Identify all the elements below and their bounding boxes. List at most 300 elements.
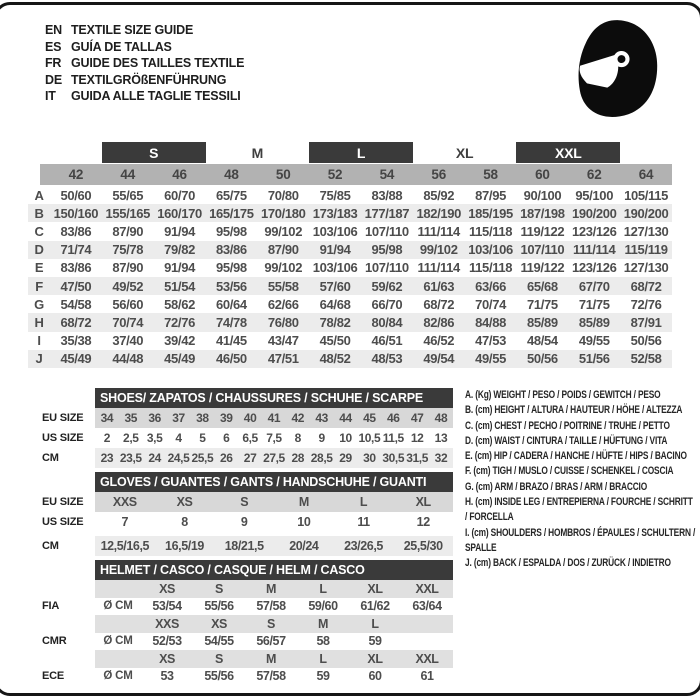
table-cell: 71/75 [578, 296, 610, 312]
table-cell: 99/102 [264, 260, 303, 276]
table-cell: 160/170 [157, 205, 202, 221]
language-title: TEXTILE SIZE GUIDE [71, 23, 194, 38]
helmet-size-cell: XXL [415, 581, 439, 596]
table-cell: 61/63 [423, 278, 455, 294]
table-cell: 99/102 [264, 223, 303, 239]
shoe-size-cell: 23,5 [119, 451, 142, 465]
row-cells [95, 615, 453, 633]
table-cell: 84/88 [475, 314, 506, 330]
row-cells [95, 492, 453, 512]
table-cell: 56/60 [112, 296, 144, 312]
table-cell: 49/55 [578, 333, 610, 349]
table-cell: 51/54 [164, 278, 195, 294]
language-title: GUÍA DE TALLAS [71, 39, 172, 54]
table-cell: 49/52 [112, 278, 144, 294]
table-cell: 187/198 [520, 205, 565, 221]
table-row [42, 536, 453, 556]
helmet-size-cell: XL [367, 651, 383, 666]
helmet-size-cell: 59 [316, 669, 330, 684]
helmet-icon-svg [568, 16, 663, 122]
table-row-i [28, 332, 672, 350]
shoe-size-cell: 27 [243, 451, 257, 465]
table-cell: 107/110 [364, 260, 409, 276]
table-cell: 44/48 [112, 351, 144, 367]
helmet-size-label-row [42, 615, 453, 633]
helmet-size-cell: L [319, 581, 327, 596]
legend-item: D. (cm) WAIST / CINTURA / TAILLE / HÜFTUNG / VITA [465, 434, 668, 447]
shoe-size-cell: 10,5 [358, 431, 381, 445]
table-cell: 95/98 [371, 242, 403, 258]
shoe-size-cell: 48 [434, 411, 448, 425]
shoe-size-cell: 5 [199, 431, 206, 445]
table-cell: 70/74 [112, 314, 144, 330]
table-cell: 107/110 [520, 242, 565, 258]
shoe-size-cell: 45 [363, 411, 376, 425]
language-code: IT [45, 89, 56, 104]
shoe-size-cell: 39 [219, 411, 233, 425]
glove-size-cell: 20/24 [289, 539, 319, 553]
size-group-m: M [251, 144, 264, 161]
language-row [45, 22, 244, 39]
helmet-size-cell: M [265, 651, 276, 666]
table-cell: 71/74 [60, 242, 92, 258]
shoe-size-cell: 24 [148, 451, 161, 465]
table-cell: 103/106 [312, 260, 358, 276]
row-letter: B [34, 205, 44, 221]
language-title: GUIDA ALLE TAGLIE TESSILI [71, 89, 241, 104]
table-cell: 111/114 [573, 242, 616, 258]
table-cell: 59/62 [371, 278, 403, 294]
language-row [45, 72, 244, 89]
glove-size-cell: M [298, 495, 309, 509]
row-letter: H [34, 314, 44, 330]
size-number: 56 [431, 167, 447, 182]
shoe-size-cell: 42 [291, 411, 305, 425]
table-row-g [28, 295, 672, 313]
table-cell: 62/66 [267, 296, 299, 312]
table-cell: 87/95 [475, 187, 506, 203]
helmet-size-cell: 59/60 [308, 599, 338, 614]
table-cell: 78/82 [319, 314, 351, 330]
table-row [42, 492, 453, 512]
glove-size-cell: 9 [240, 515, 248, 529]
table-cell: 115/118 [469, 260, 513, 276]
size-number: 42 [68, 167, 84, 182]
table-cell: 68/72 [423, 296, 455, 312]
helmet-size-cell: 55/56 [204, 599, 234, 614]
table-cell: 119/122 [520, 223, 565, 239]
row-label: ECE [42, 670, 65, 683]
table-cell: 53/56 [216, 278, 247, 294]
size-number: 64 [638, 167, 654, 182]
row-label: CM [42, 540, 59, 552]
language-code: FR [45, 56, 62, 71]
row-cells [95, 536, 453, 556]
table-cell: 51/56 [578, 351, 610, 367]
table-cell: 70/74 [475, 296, 506, 312]
legend-item: F. (cm) TIGH / MUSLO / CUISSE / SCHENKEL / COSCIA [465, 465, 674, 478]
row-cells [95, 650, 453, 668]
helmet-size-cell: XS [159, 651, 175, 666]
language-row [45, 55, 244, 72]
shoe-size-cell: 8 [294, 431, 301, 445]
size-number: 52 [327, 167, 343, 182]
table-cell: 46/52 [423, 333, 455, 349]
helmet-size-cell: 54/55 [204, 634, 234, 649]
table-cell: 123/126 [571, 223, 617, 239]
shoe-size-cell: 41 [267, 411, 281, 425]
table-cell: 74/78 [216, 314, 247, 330]
legend-item: I. (cm) SHOULDERS / HOMBROS / ÉPAULES / SCHULTERN / SPALLE [465, 526, 696, 554]
table-cell: 115/118 [469, 223, 513, 239]
helmet-table-title: HELMET / CASCO / CASQUE / HELM / CASCO [95, 560, 453, 580]
table-row [42, 408, 453, 428]
table-cell: 185/195 [468, 205, 513, 221]
table-cell: 57/60 [319, 278, 351, 294]
table-cell: 45/49 [60, 351, 92, 367]
table-cell: 72/76 [164, 314, 195, 330]
measurement-legend [465, 388, 697, 572]
row-cells [95, 448, 453, 468]
legend-item: A. (Kg) WEIGHT / PESO / POIDS / GEWITCH / PESO [465, 389, 661, 401]
helmet-size-cell: 57/58 [256, 599, 286, 614]
table-cell: 95/98 [216, 260, 247, 276]
language-code: ES [45, 39, 62, 54]
row-letter: J [35, 351, 43, 367]
table-cell: 87/90 [112, 260, 144, 276]
helmet-size-cell: XXS [155, 616, 179, 631]
glove-size-cell: 8 [181, 515, 188, 529]
table-cell: 45/49 [164, 351, 195, 367]
table-cell: 47/53 [475, 333, 506, 349]
table-cell: 43/47 [267, 333, 299, 349]
row-letter: E [34, 260, 44, 276]
table-cell: 105/115 [624, 187, 668, 203]
row-label: EU SIZE [42, 412, 84, 424]
helmet-ece-row [42, 668, 453, 686]
table-cell: 39/42 [164, 333, 195, 349]
table-cell: 75/78 [112, 242, 144, 258]
helmet-size-cell: 53 [160, 669, 174, 684]
table-row-e [28, 259, 672, 277]
table-cell: 71/75 [527, 296, 558, 312]
table-cell: 91/94 [164, 260, 195, 276]
table-cell: 65/75 [216, 187, 247, 203]
shoe-size-cell: 43 [315, 411, 328, 425]
table-row-j [28, 350, 672, 368]
helmet-size-cell: S [267, 616, 275, 631]
table-cell: 50/56 [630, 333, 662, 349]
glove-size-cell: 7 [121, 515, 129, 529]
table-cell: 82/86 [423, 314, 455, 330]
helmet-size-cell: 61 [420, 669, 434, 684]
shoe-size-cell: 28,5 [310, 451, 333, 465]
row-label: US SIZE [42, 432, 84, 444]
diameter-unit-label: Ø CM [103, 670, 133, 683]
size-number: 44 [120, 167, 136, 182]
table-cell: 91/94 [164, 223, 195, 239]
table-cell: 83/86 [60, 260, 92, 276]
row-label: CMR [42, 635, 67, 648]
helmet-size-table [42, 560, 453, 685]
table-cell: 67/70 [578, 278, 610, 294]
table-cell: 150/160 [53, 205, 99, 221]
table-cell: 58/62 [164, 296, 195, 312]
table-cell: 49/54 [423, 351, 455, 367]
shoe-size-cell: 13 [434, 431, 448, 445]
helmet-size-label-row [42, 650, 453, 668]
table-cell: 47/51 [267, 351, 299, 367]
shoe-size-cell: 6 [223, 431, 230, 445]
language-code: DE [45, 72, 62, 87]
gloves-table-title: GLOVES / GUANTES / GANTS / HANDSCHUHE / GUANTI [95, 472, 453, 492]
shoe-size-cell: 4 [175, 431, 182, 445]
helmet-size-cell: S [215, 581, 223, 596]
table-cell: 190/200 [571, 205, 617, 221]
table-cell: 165/175 [209, 205, 254, 221]
table-cell: 85/89 [527, 314, 558, 330]
row-letter: G [34, 296, 44, 312]
helmet-size-cell: 55/56 [204, 669, 234, 684]
row-cells [95, 428, 453, 448]
table-cell: 68/72 [60, 314, 92, 330]
shoe-size-cell: 25,5 [191, 451, 214, 465]
gloves-size-table [42, 472, 453, 556]
helmet-size-cell: 60 [368, 669, 382, 684]
glove-size-cell: 18/21,5 [224, 539, 264, 553]
table-cell: 127/130 [623, 223, 669, 239]
helmet-fia-row [42, 598, 453, 616]
row-label: US SIZE [42, 516, 84, 528]
helmet-size-cell: XXL [415, 651, 439, 666]
shoe-size-cell: 30,5 [382, 451, 405, 465]
shoe-size-cell: 7,5 [266, 431, 282, 445]
table-cell: 90/100 [523, 187, 562, 203]
size-number: 58 [483, 167, 498, 182]
helmet-size-cell: 57/58 [256, 669, 286, 684]
shoe-size-cell: 12 [410, 431, 424, 445]
row-letter: C [34, 223, 44, 239]
table-cell: 50/56 [527, 351, 558, 367]
helmet-size-cell: L [371, 616, 379, 631]
table-cell: 48/53 [371, 351, 403, 367]
shoes-table-title: SHOES/ ZAPATOS / CHAUSSURES / SCHUHE / SCARPE [95, 388, 453, 408]
table-cell: 50/60 [60, 187, 92, 203]
shoe-size-cell: 2 [103, 431, 111, 445]
shoe-size-cell: 2,5 [123, 431, 139, 445]
row-label: EU SIZE [42, 496, 84, 508]
table-cell: 55/65 [112, 187, 144, 203]
table-cell: 83/86 [60, 223, 92, 239]
helmet-size-cell: 52/53 [152, 634, 182, 649]
size-number: 48 [224, 167, 239, 182]
table-cell: 60/64 [216, 296, 247, 312]
shoe-size-cell: 28 [291, 451, 305, 465]
gloves-rows [42, 492, 453, 556]
row-cells [95, 633, 453, 651]
table-row-h [28, 313, 672, 331]
helmet-size-cell: M [317, 616, 328, 631]
table-row-f [28, 277, 672, 295]
helmet-size-cell: XS [211, 616, 227, 631]
row-cells [95, 408, 453, 428]
table-cell: 52/58 [630, 351, 662, 367]
table-cell: 107/110 [364, 223, 409, 239]
shoe-size-cell: 23 [100, 451, 114, 465]
table-cell: 66/70 [371, 296, 403, 312]
glove-size-cell: 16,5/19 [165, 539, 204, 553]
language-row [45, 88, 244, 105]
table-cell: 49/55 [475, 351, 506, 367]
shoe-size-cell: 31,5 [406, 451, 428, 465]
helmet-size-cell: L [319, 651, 327, 666]
table-cell: 190/200 [623, 205, 669, 221]
table-cell: 177/187 [364, 205, 410, 221]
shoe-size-cell: 38 [196, 411, 209, 425]
size-number: 54 [379, 167, 395, 182]
table-cell: 75/85 [319, 187, 351, 203]
row-cells [95, 512, 453, 532]
table-cell: 64/68 [319, 296, 351, 312]
shoe-size-cell: 35 [124, 411, 138, 425]
table-cell: 83/88 [371, 187, 403, 203]
table-cell: 79/82 [164, 242, 195, 258]
table-cell: 170/180 [260, 205, 306, 221]
table-cell: 91/94 [319, 242, 351, 258]
shoe-size-cell: 24,5 [167, 451, 190, 465]
table-cell: 182/190 [416, 205, 462, 221]
table-cell: 76/80 [267, 314, 299, 330]
legend-item: B. (cm) HEIGHT / ALTURA / HAUTEUR / HÖHE / ALTEZZA [465, 404, 683, 417]
size-group-xxl: XXL [516, 142, 620, 163]
table-row [42, 448, 453, 468]
glove-size-cell: 23/26,5 [344, 539, 383, 553]
shoe-size-cell: 6,5 [242, 431, 258, 445]
table-cell: 119/122 [520, 260, 565, 276]
glove-size-cell: XXS [112, 495, 137, 509]
table-row [42, 512, 453, 532]
table-cell: 65/68 [527, 278, 558, 294]
glove-size-cell: L [359, 495, 368, 509]
row-label: CM [42, 452, 59, 464]
helmet-size-cell: 59 [368, 634, 382, 649]
row-letter: I [37, 333, 41, 349]
row-letter: A [34, 187, 44, 203]
language-row [45, 39, 244, 56]
table-cell: 155/165 [105, 205, 151, 221]
shoe-size-cell: 46 [386, 411, 400, 425]
table-cell: 87/91 [630, 314, 662, 330]
helmet-size-cell: 56/57 [256, 634, 286, 649]
shoe-size-cell: 44 [339, 411, 352, 425]
helmet-size-cell: 53/54 [152, 599, 182, 614]
row-letter: D [34, 242, 44, 258]
table-cell: 99/102 [419, 242, 458, 258]
table-cell: 85/92 [423, 187, 455, 203]
row-cells [95, 598, 453, 616]
table-row-b [28, 204, 672, 222]
helmet-icon [568, 16, 663, 122]
size-number-row [28, 163, 672, 186]
table-cell: 127/130 [623, 260, 669, 276]
row-letter: F [35, 278, 43, 294]
table-cell: 63/66 [475, 278, 506, 294]
helmet-size-cell: S [215, 651, 223, 666]
shoe-size-cell: 37 [172, 411, 185, 425]
table-cell: 80/84 [371, 314, 403, 330]
table-row [42, 428, 453, 448]
shoe-size-cell: 27,5 [263, 451, 285, 465]
table-cell: 123/126 [571, 260, 617, 276]
glove-size-cell: S [240, 495, 249, 509]
textile-size-table [28, 142, 672, 368]
diameter-unit-label: Ø CM [103, 635, 133, 648]
row-cells [95, 668, 453, 686]
helmet-size-label-row [42, 580, 453, 598]
language-code: EN [45, 23, 62, 38]
shoe-size-cell: 3,5 [146, 431, 163, 445]
size-group-header-row [28, 142, 672, 163]
table-cell: 37/40 [112, 333, 144, 349]
shoe-size-cell: 32 [434, 451, 448, 465]
legend-item: G. (cm) ARM / BRAZO / BRAS / ARM / BRACCIO [465, 480, 648, 493]
size-number: 62 [586, 167, 602, 182]
table-cell: 87/90 [267, 242, 299, 258]
table-cell: 68/72 [630, 278, 662, 294]
table-cell: 111/114 [417, 260, 460, 276]
helmet-cmr-row [42, 633, 453, 651]
table-cell: 103/106 [468, 242, 513, 258]
shoe-size-cell: 11,5 [382, 431, 404, 445]
language-title-list [45, 22, 244, 105]
shoe-size-cell: 34 [100, 411, 114, 425]
table-cell: 83/86 [216, 242, 247, 258]
helmet-size-cell: 58 [316, 634, 330, 649]
table-cell: 60/70 [164, 187, 195, 203]
shoe-size-cell: 30 [363, 451, 376, 465]
glove-size-cell: XS [176, 495, 193, 509]
size-number: 60 [535, 167, 550, 182]
table-cell: 47/50 [60, 278, 92, 294]
size-number: 46 [172, 167, 187, 182]
glove-size-cell: 10 [297, 515, 311, 529]
language-title: TEXTILGRÖßENFÜHRUNG [71, 72, 227, 87]
shoe-size-cell: 29 [339, 451, 352, 465]
legend-item: C. (cm) CHEST / PECHO / POITRINE / TRUHE / PETTO [465, 419, 670, 432]
table-cell: 85/89 [578, 314, 610, 330]
size-group-xl: XL [455, 144, 474, 161]
shoe-size-cell: 9 [318, 431, 325, 445]
shoe-size-cell: 26 [219, 451, 233, 465]
table-cell: 48/52 [319, 351, 351, 367]
table-cell: 35/38 [60, 333, 92, 349]
table-cell: 111/114 [417, 223, 460, 239]
helmet-size-cell: 61/62 [360, 599, 390, 614]
legend-item: J. (cm) BACK / ESPALDA / DOS / ZURÜCK / INDIETRO [465, 557, 671, 570]
measurement-rows [28, 186, 672, 368]
glove-size-cell: 25,5/30 [403, 539, 443, 553]
row-label: FIA [42, 600, 60, 613]
table-cell: 103/106 [312, 223, 358, 239]
helmet-size-cell: XS [159, 581, 175, 596]
table-cell: 46/50 [216, 351, 247, 367]
table-row-a [28, 186, 672, 204]
helmet-size-cell: M [265, 581, 276, 596]
language-title: GUIDE DES TAILLES TEXTILE [71, 56, 245, 71]
table-cell: 54/58 [60, 296, 92, 312]
size-group-l: L [309, 142, 413, 163]
helmet-rows [42, 580, 453, 685]
